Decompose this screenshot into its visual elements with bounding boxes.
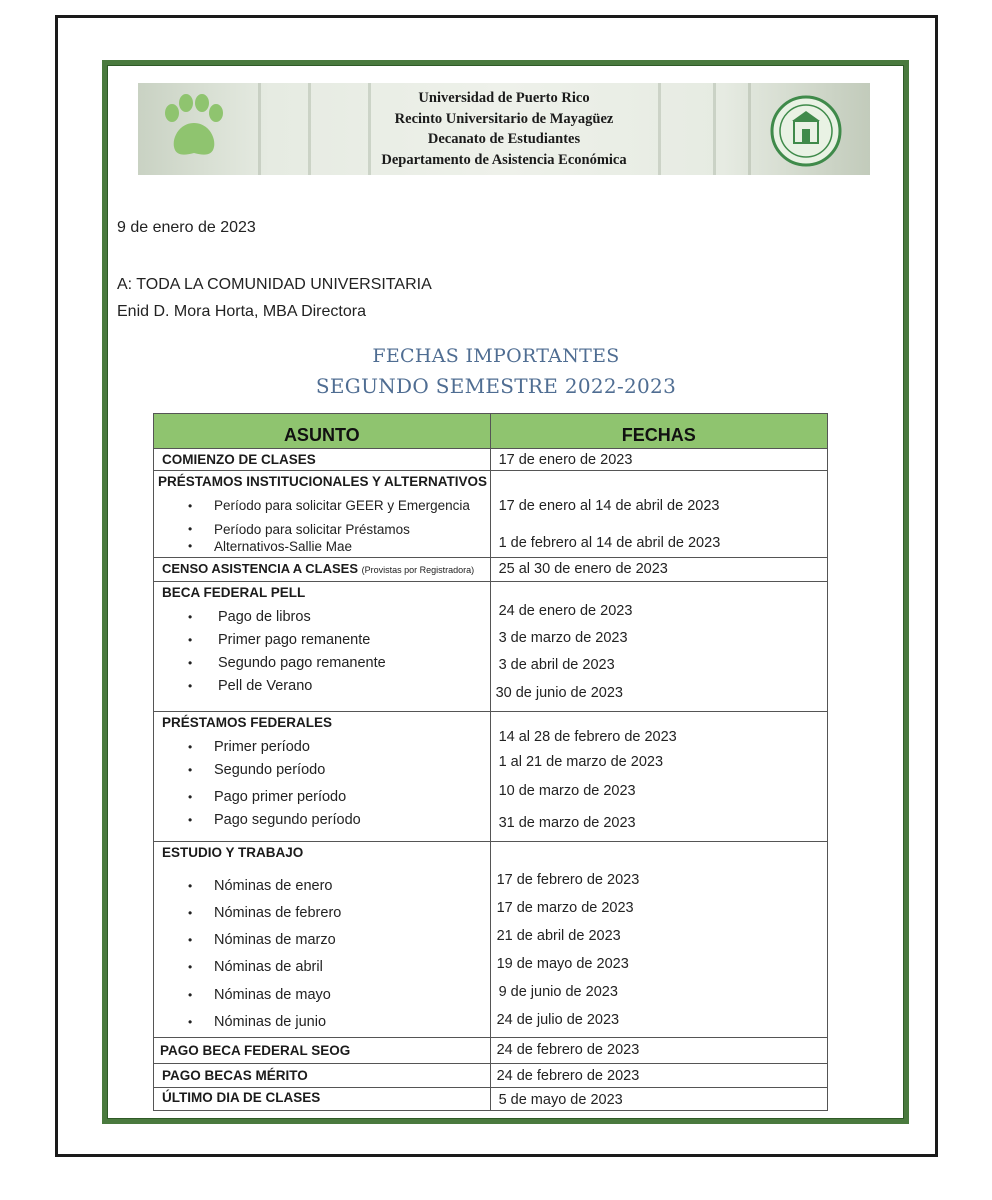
row-date: 9 de junio de 2023 xyxy=(498,984,618,1000)
row-date: 31 de marzo de 2023 xyxy=(498,815,636,831)
list-item: • Nóminas de mayo xyxy=(154,986,490,1004)
table-row xyxy=(154,582,828,712)
letter-recipient: A: TODA LA COMUNIDAD UNIVERSITARIA xyxy=(117,276,432,293)
row-label: ÚLTIMO DIA DE CLASES xyxy=(162,1090,321,1105)
list-item: • Nóminas de febrero xyxy=(154,904,490,922)
schedule-table xyxy=(153,413,828,1111)
row-label: COMIENZO DE CLASES xyxy=(162,452,316,467)
list-item: • Período para solicitar Préstamos xyxy=(154,521,490,538)
column-header-asunto: ASUNTO xyxy=(154,414,491,449)
row-date: 24 de enero de 2023 xyxy=(498,603,633,619)
row-date: 17 de febrero de 2023 xyxy=(496,872,640,888)
list-item: • Pago de libros xyxy=(154,608,490,626)
row-label: PAGO BECAS MÉRITO xyxy=(162,1068,308,1083)
document-subtitle: SEGUNDO SEMESTRE 2022-2023 xyxy=(315,374,677,398)
letter-date: 9 de enero de 2023 xyxy=(117,219,256,236)
list-item: • Segundo pago remanente xyxy=(154,654,490,672)
row-date: 21 de abril de 2023 xyxy=(496,928,621,944)
list-item: • Nóminas de enero xyxy=(154,877,490,895)
list-item: • Primer período xyxy=(154,738,490,756)
table-row xyxy=(154,1038,828,1064)
row-date: 24 de febrero de 2023 xyxy=(496,1068,640,1084)
row-label: PAGO BECA FEDERAL SEOG xyxy=(160,1043,351,1058)
row-note: (Provistas por Registradora) xyxy=(361,565,475,575)
row-label: PRÉSTAMOS FEDERALES xyxy=(162,715,333,730)
table-row xyxy=(154,712,828,842)
list-item: • Pago segundo período xyxy=(154,811,490,829)
row-date: 14 al 28 de febrero de 2023 xyxy=(498,729,677,745)
row-label: ESTUDIO Y TRABAJO xyxy=(162,845,304,860)
column-header-fechas: FECHAS xyxy=(490,414,827,449)
row-date: 25 al 30 de enero de 2023 xyxy=(498,561,668,577)
header-line-2: Recinto Universitario de Mayagüez xyxy=(394,110,614,127)
row-date: 19 de mayo de 2023 xyxy=(496,956,629,972)
document-title: FECHAS IMPORTANTES xyxy=(372,345,620,367)
row-date: 1 al 21 de marzo de 2023 xyxy=(498,754,664,770)
list-item: • Período para solicitar GEER y Emergencia xyxy=(154,497,490,515)
row-date: 24 de julio de 2023 xyxy=(496,1012,620,1028)
table-row xyxy=(154,558,828,582)
row-date: 3 de marzo de 2023 xyxy=(498,630,628,646)
row-date: 17 de marzo de 2023 xyxy=(496,900,634,916)
letter-sender: Enid D. Mora Horta, MBA Directora xyxy=(117,303,366,320)
row-date: 3 de abril de 2023 xyxy=(498,657,615,673)
table-row xyxy=(154,842,828,1038)
list-item: • Nóminas de junio xyxy=(154,1013,490,1031)
row-date: 5 de mayo de 2023 xyxy=(498,1092,623,1108)
row-date: 10 de marzo de 2023 xyxy=(498,783,636,799)
table-row xyxy=(154,449,828,471)
row-date: 30 de junio de 2023 xyxy=(495,685,623,701)
list-item: • Nóminas de marzo xyxy=(154,931,490,949)
list-item: • Pago primer período xyxy=(154,788,490,806)
list-item: • Segundo período xyxy=(154,761,490,779)
header-banner xyxy=(138,83,870,175)
header-line-4: Departamento de Asistencia Económica xyxy=(381,151,627,168)
row-date: 24 de febrero de 2023 xyxy=(496,1042,640,1058)
table-row xyxy=(154,1064,828,1088)
row-date: 17 de enero al 14 de abril de 2023 xyxy=(498,498,720,514)
header-line-1: Universidad de Puerto Rico xyxy=(418,90,590,106)
row-label: PRÉSTAMOS INSTITUCIONALES Y ALTERNATIVOS xyxy=(158,474,488,489)
list-item: • Primer pago remanente xyxy=(154,631,490,649)
row-date: 17 de enero de 2023 xyxy=(498,452,633,468)
table-row xyxy=(154,471,828,558)
table-row xyxy=(154,1088,828,1111)
row-label: BECA FEDERAL PELL xyxy=(162,585,306,600)
list-item: • Nóminas de abril xyxy=(154,958,490,976)
header-line-3: Decanato de Estudiantes xyxy=(427,131,581,147)
row-date: 1 de febrero al 14 de abril de 2023 xyxy=(498,535,721,551)
list-item: • Pell de Verano xyxy=(154,677,490,695)
list-item-continued: • Alternativos-Sallie Mae xyxy=(154,538,490,555)
row-label: CENSO ASISTENCIA A CLASES xyxy=(162,561,358,576)
table-header-row xyxy=(154,414,828,449)
